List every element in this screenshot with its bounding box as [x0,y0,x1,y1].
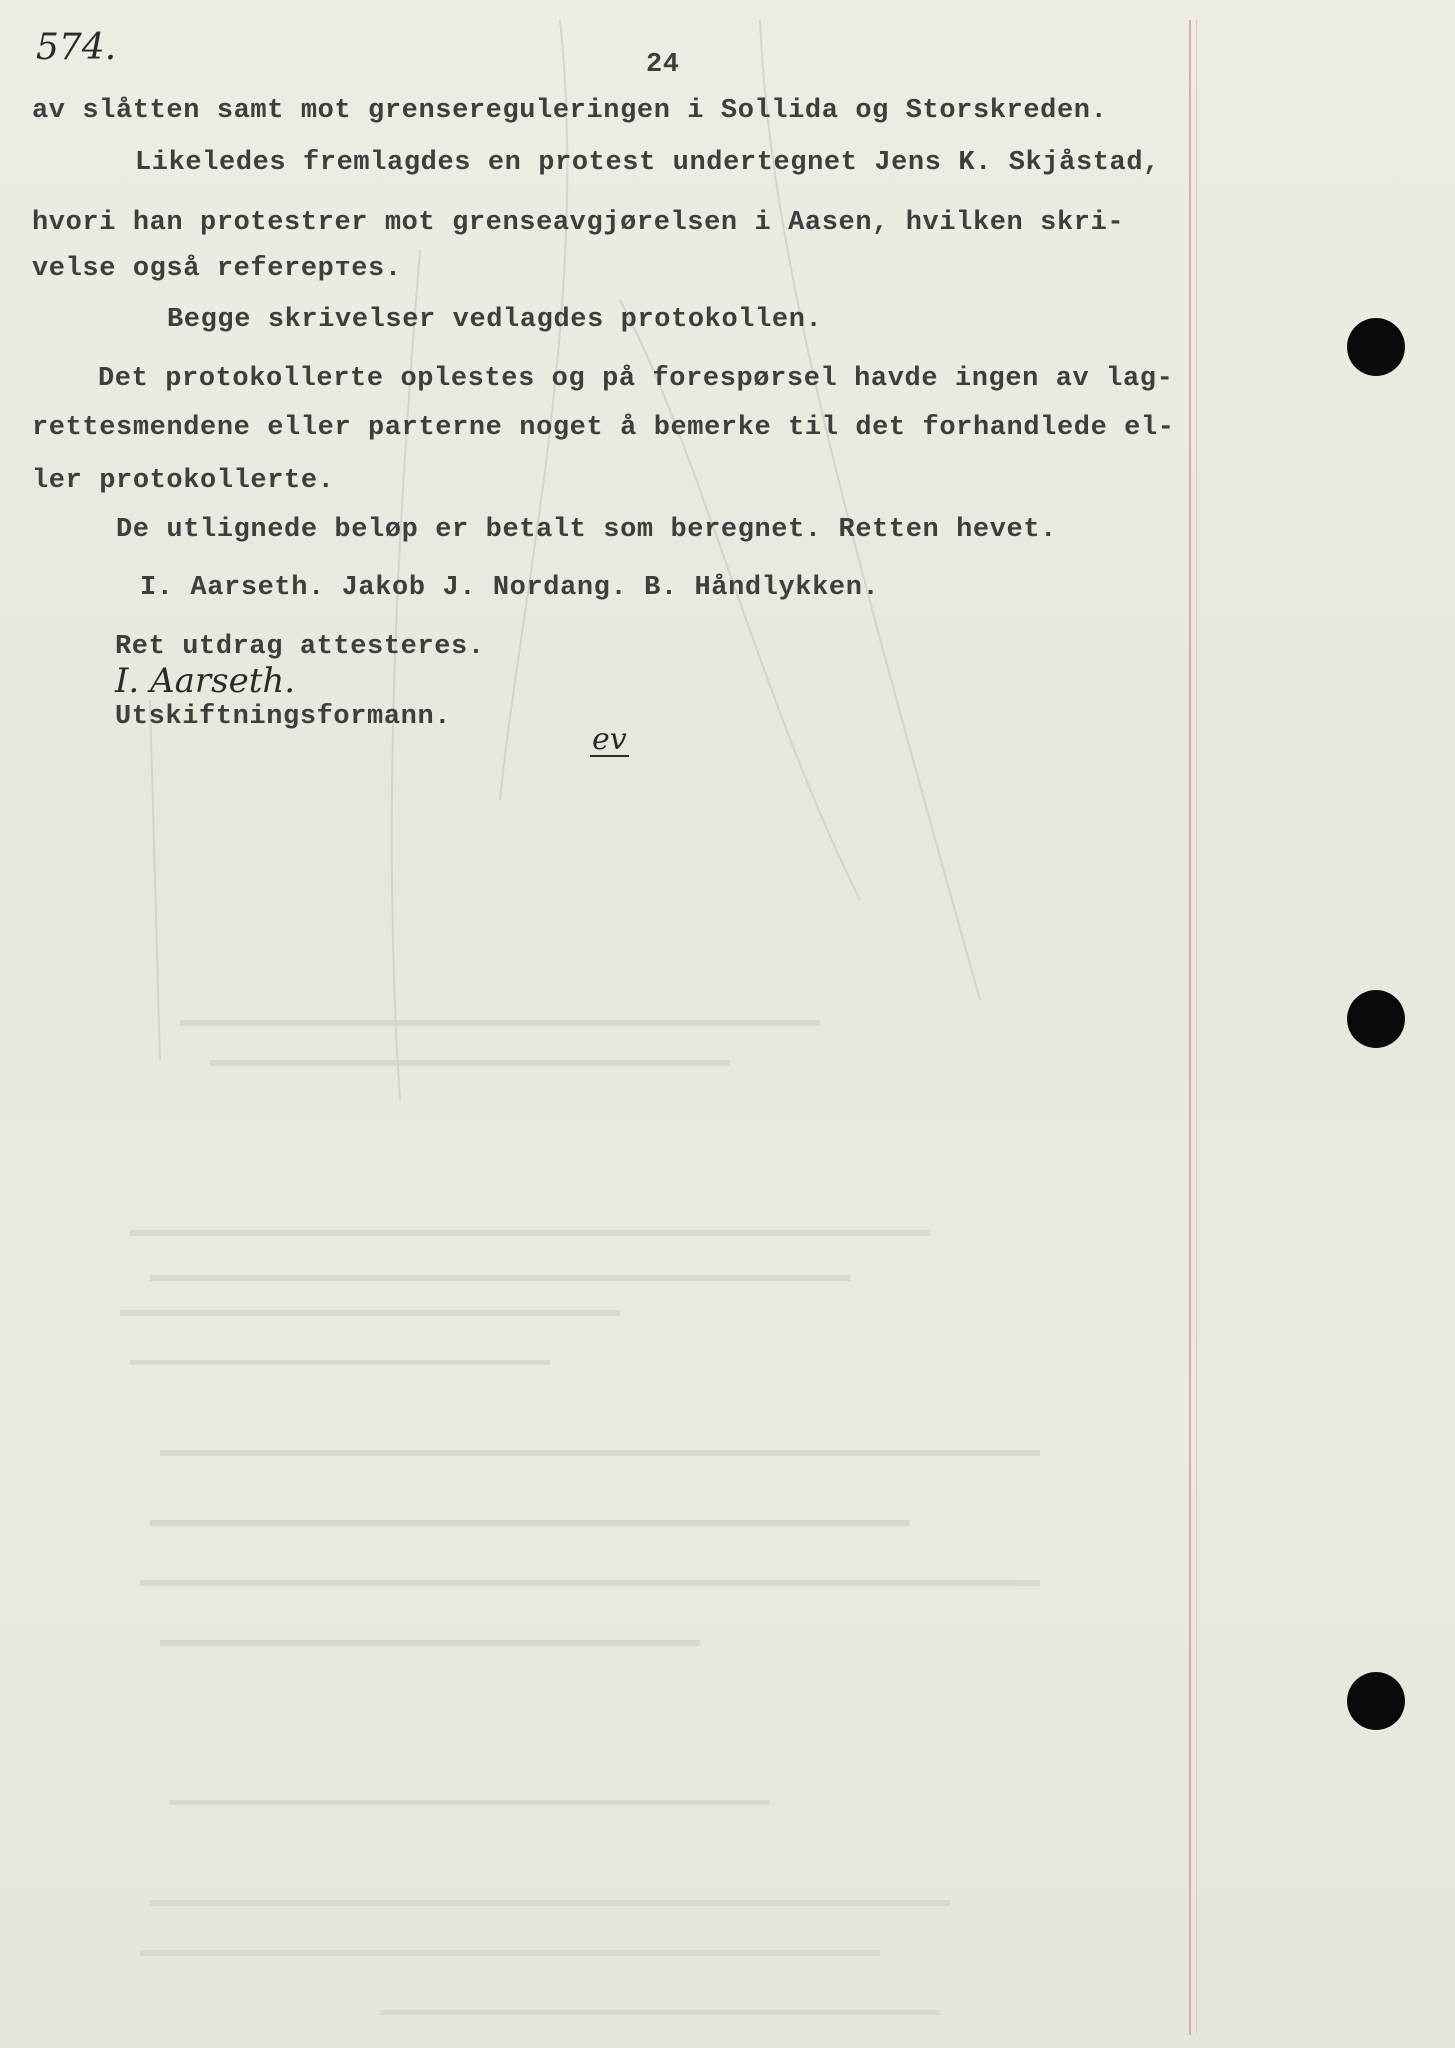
margin-rule [1189,20,1191,2035]
text-line-10: I. Aarseth. Jakob J. Nordang. B. Håndlykken. [140,573,880,603]
text-line-2: Likeledes fremlagdes en protest undertegnet Jens K. Skjåstad, [135,148,1160,178]
text-line-8: ler protokollerte. [32,466,335,496]
handwritten-initials: ev [592,722,627,757]
binder-hole-middle [1347,990,1405,1048]
folio-number: 574. [36,27,117,68]
text-line-5: Begge skrivelser vedlagdes protokollen. [167,305,823,335]
text-line-1: av slåtten samt mot grensereguleringen i Sollida og Storskreden. [32,96,1108,126]
page-number: 24 [646,50,680,80]
text-line-3: hvori han protestrer mot grenseavgjørelsen i Aasen, hvilken skri- [32,208,1125,238]
text-line-4: velse også refereртes. [32,254,402,284]
text-line-9: De utlignede beløp er betalt som beregnet. Retten hevet. [116,515,1057,545]
handwritten-signature: I. Aarseth. [115,661,296,701]
text-line-6: Det protokollerte oplestes og på forespørsel havde ingen av lag- [98,364,1174,394]
margin-rule-secondary [1196,20,1197,2035]
binder-hole-top [1347,318,1405,376]
binder-hole-bottom [1347,1672,1405,1730]
attestation-line: Ret utdrag attesteres. [115,632,485,662]
signatory-title: Utskiftningsformann. [115,702,452,732]
text-line-7: rettesmendene eller parterne noget å bemerke til det forhandlede el- [32,413,1175,443]
